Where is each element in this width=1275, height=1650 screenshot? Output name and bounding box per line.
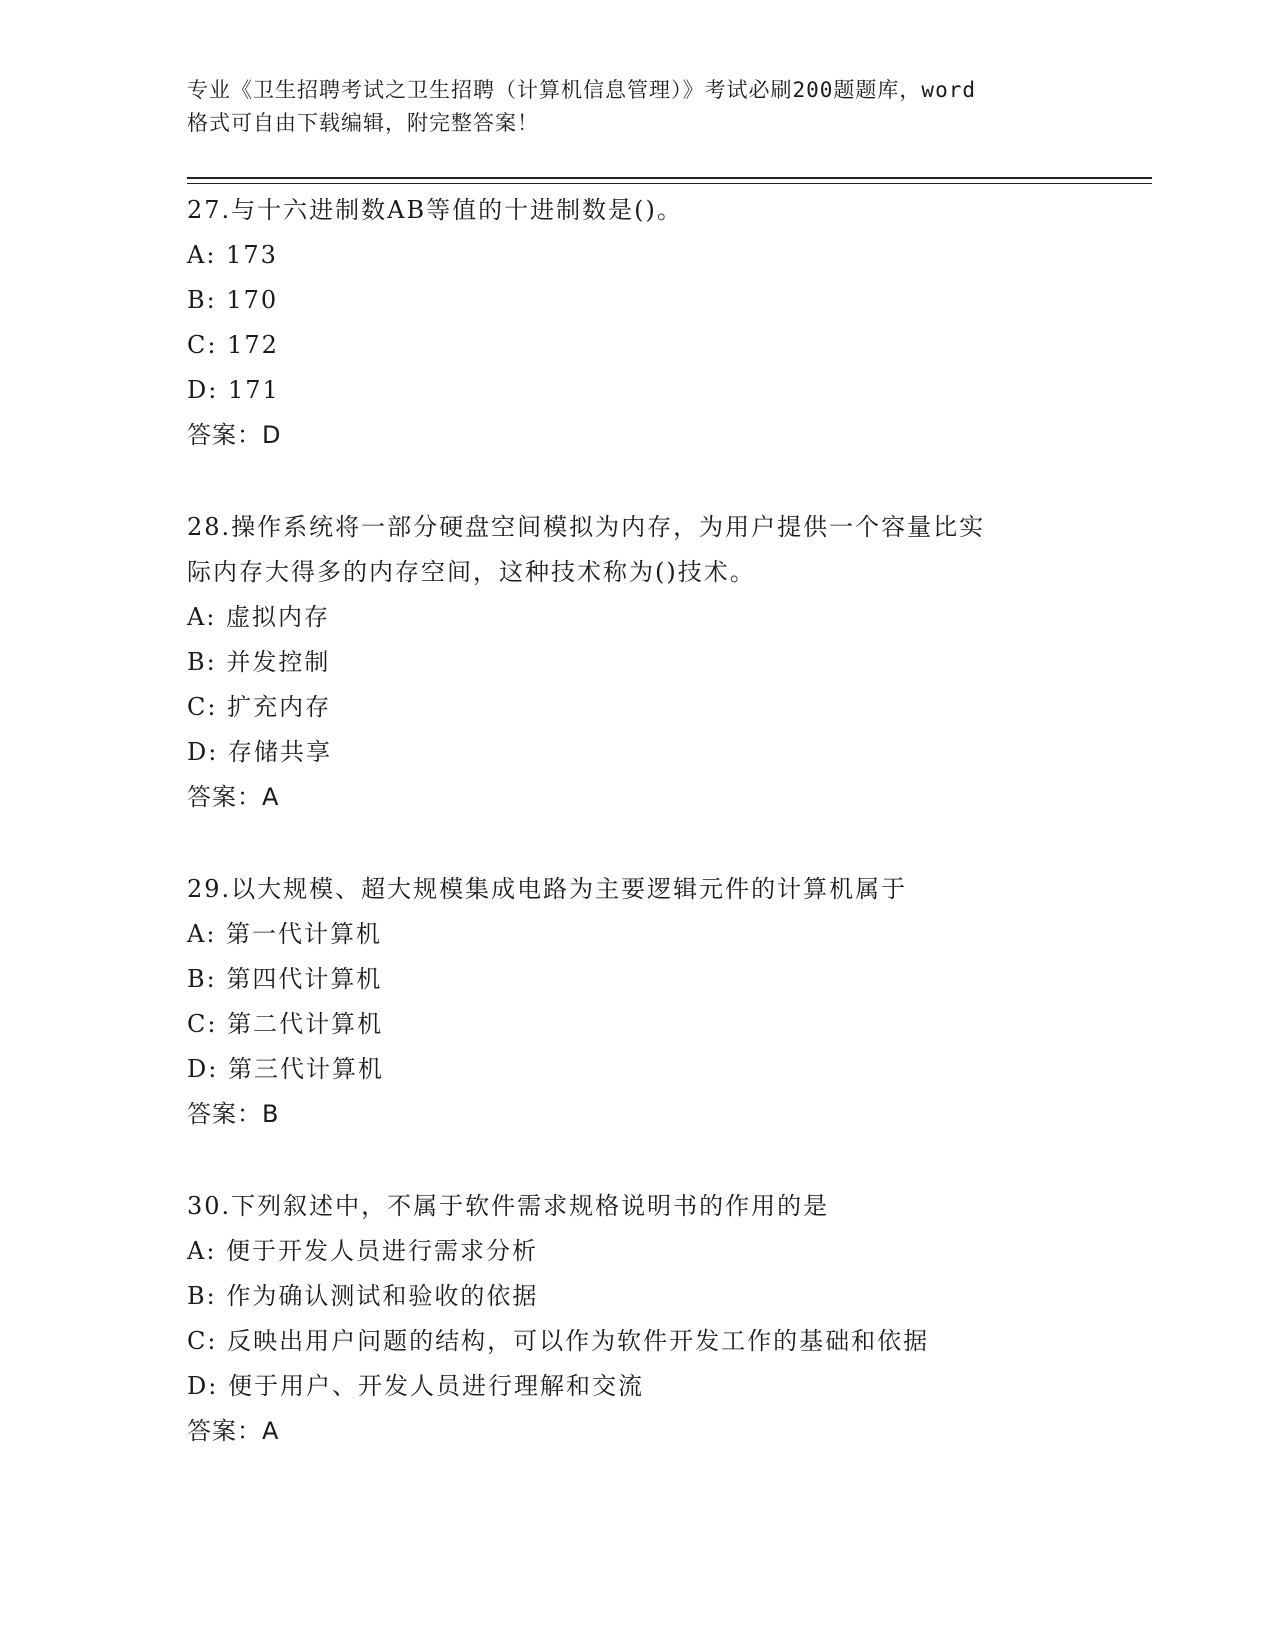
option-b: B: 作为确认测试和验收的依据 xyxy=(187,1282,539,1310)
question-list xyxy=(187,188,1167,1454)
question-stem: 29.以大规模、超大规模集成电路为主要逻辑元件的计算机属于 xyxy=(187,875,908,903)
question-stem-line-1: 28.操作系统将一部分硬盘空间模拟为内存，为用户提供一个容量比实 xyxy=(187,513,986,541)
option-b: B: 第四代计算机 xyxy=(187,965,383,993)
question-stem: 30.下列叙述中，不属于软件需求规格说明书的作用的是 xyxy=(187,1192,830,1220)
option-b: B: 170 xyxy=(187,286,279,314)
question-29 xyxy=(187,867,1167,1137)
question-27 xyxy=(187,188,1167,458)
answer-label: 答案：B xyxy=(187,1100,280,1128)
answer-label: 答案：A xyxy=(187,1417,280,1445)
option-d: D: 第三代计算机 xyxy=(187,1055,384,1083)
option-a: A: 173 xyxy=(187,241,278,269)
answer-label: 答案：A xyxy=(187,783,280,811)
question-stem: 27.与十六进制数AB等值的十进制数是()。 xyxy=(187,196,683,224)
option-c: C: 第二代计算机 xyxy=(187,1010,384,1038)
header-divider-thin xyxy=(187,183,1152,184)
question-30 xyxy=(187,1184,1167,1454)
question-spacer xyxy=(187,1137,1167,1184)
option-d: D: 存储共享 xyxy=(187,738,332,766)
option-d: D: 171 xyxy=(187,376,280,404)
header-line-2: 格式可自由下载编辑，附完整答案！ xyxy=(187,111,539,135)
option-d: D: 便于用户、开发人员进行理解和交流 xyxy=(187,1372,644,1400)
option-b: B: 并发控制 xyxy=(187,648,331,676)
option-a: A: 虚拟内存 xyxy=(187,603,331,631)
header-divider-thick xyxy=(187,177,1152,179)
option-a: A: 便于开发人员进行需求分析 xyxy=(187,1237,539,1265)
question-28 xyxy=(187,505,1167,820)
header-line-1: 专业《卫生招聘考试之卫生招聘（计算机信息管理）》考试必刷200题题库，word xyxy=(187,78,976,102)
question-spacer xyxy=(187,820,1167,867)
question-stem-line-2: 际内存大得多的内存空间，这种技术称为()技术。 xyxy=(187,558,756,586)
question-spacer xyxy=(187,458,1167,505)
option-c: C: 172 xyxy=(187,331,279,359)
answer-label: 答案：D xyxy=(187,421,282,449)
option-c: C: 反映出用户问题的结构，可以作为软件开发工作的基础和依据 xyxy=(187,1327,930,1355)
option-a: A: 第一代计算机 xyxy=(187,920,383,948)
option-c: C: 扩充内存 xyxy=(187,693,332,721)
document-header xyxy=(187,74,1087,140)
